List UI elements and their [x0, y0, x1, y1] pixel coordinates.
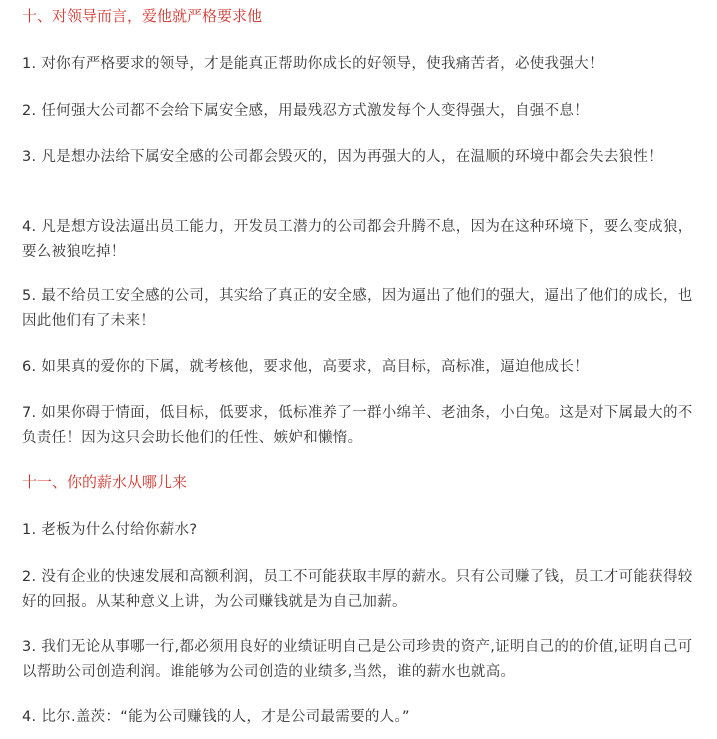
paragraph: 4. 凡是想方设法逼出员工能力，开发员工潜力的公司都会升腾不息，因为在这种环境下，要么变成狼，要么被狼吃掉！	[22, 219, 693, 260]
paragraph: 3. 凡是想办法给下属安全感的公司都会毁灭的，因为再强大的人，在温顺的环境中都会失去狼性！	[22, 149, 663, 165]
paragraph: 4. 比尔.盖茨：“能为公司赚钱的人，才是公司最需要的人。”	[22, 709, 410, 725]
paragraph: 1. 对你有严格要求的领导，才是能真正帮助你成长的好领导，使我痛苦者，必使我强大！	[22, 56, 604, 72]
paragraph: 5. 最不给员工安全感的公司，其实给了真正的安全感，因为逼出了他们的强大，逼出了他们的成长，也因此他们有了未来！	[22, 288, 693, 329]
paragraph: 1. 老板为什么付给你薪水?	[22, 522, 198, 538]
paragraph: 6. 如果真的爱你的下属，就考核他，要求他，高要求，高目标，高标准，逼迫他成长！	[22, 359, 589, 375]
paragraph: 3. 我们无论从事哪一行,都必须用良好的业绩证明自己是公司珍贵的资产,证明自己的的价值,证明自己可以帮助公司创造利润。谁能够为公司创造的业绩多,当然，谁的薪水也就高。	[22, 639, 693, 680]
section-heading: 十一、你的薪水从哪儿来	[22, 473, 188, 491]
paragraph: 2. 任何强大公司都不会给下属安全感，用最残忍方式激发每个人变得强大，自强不息！	[22, 103, 589, 119]
section-heading: 十、对领导而言，爱他就严格要求他	[22, 7, 263, 25]
paragraph: 2. 没有企业的快速发展和高额利润，员工不可能获取丰厚的薪水。只有公司赚了钱，员工才可能获得较好的回报。从某种意义上讲，为公司赚钱就是为自己加薪。	[22, 569, 693, 610]
paragraph: 7. 如果你碍于情面，低目标，低要求，低标准养了一群小绵羊、老油条，小白兔。这是对下属最大的不负责任！因为这只会助长他们的任性、嫉妒和懒惰。	[22, 405, 693, 446]
